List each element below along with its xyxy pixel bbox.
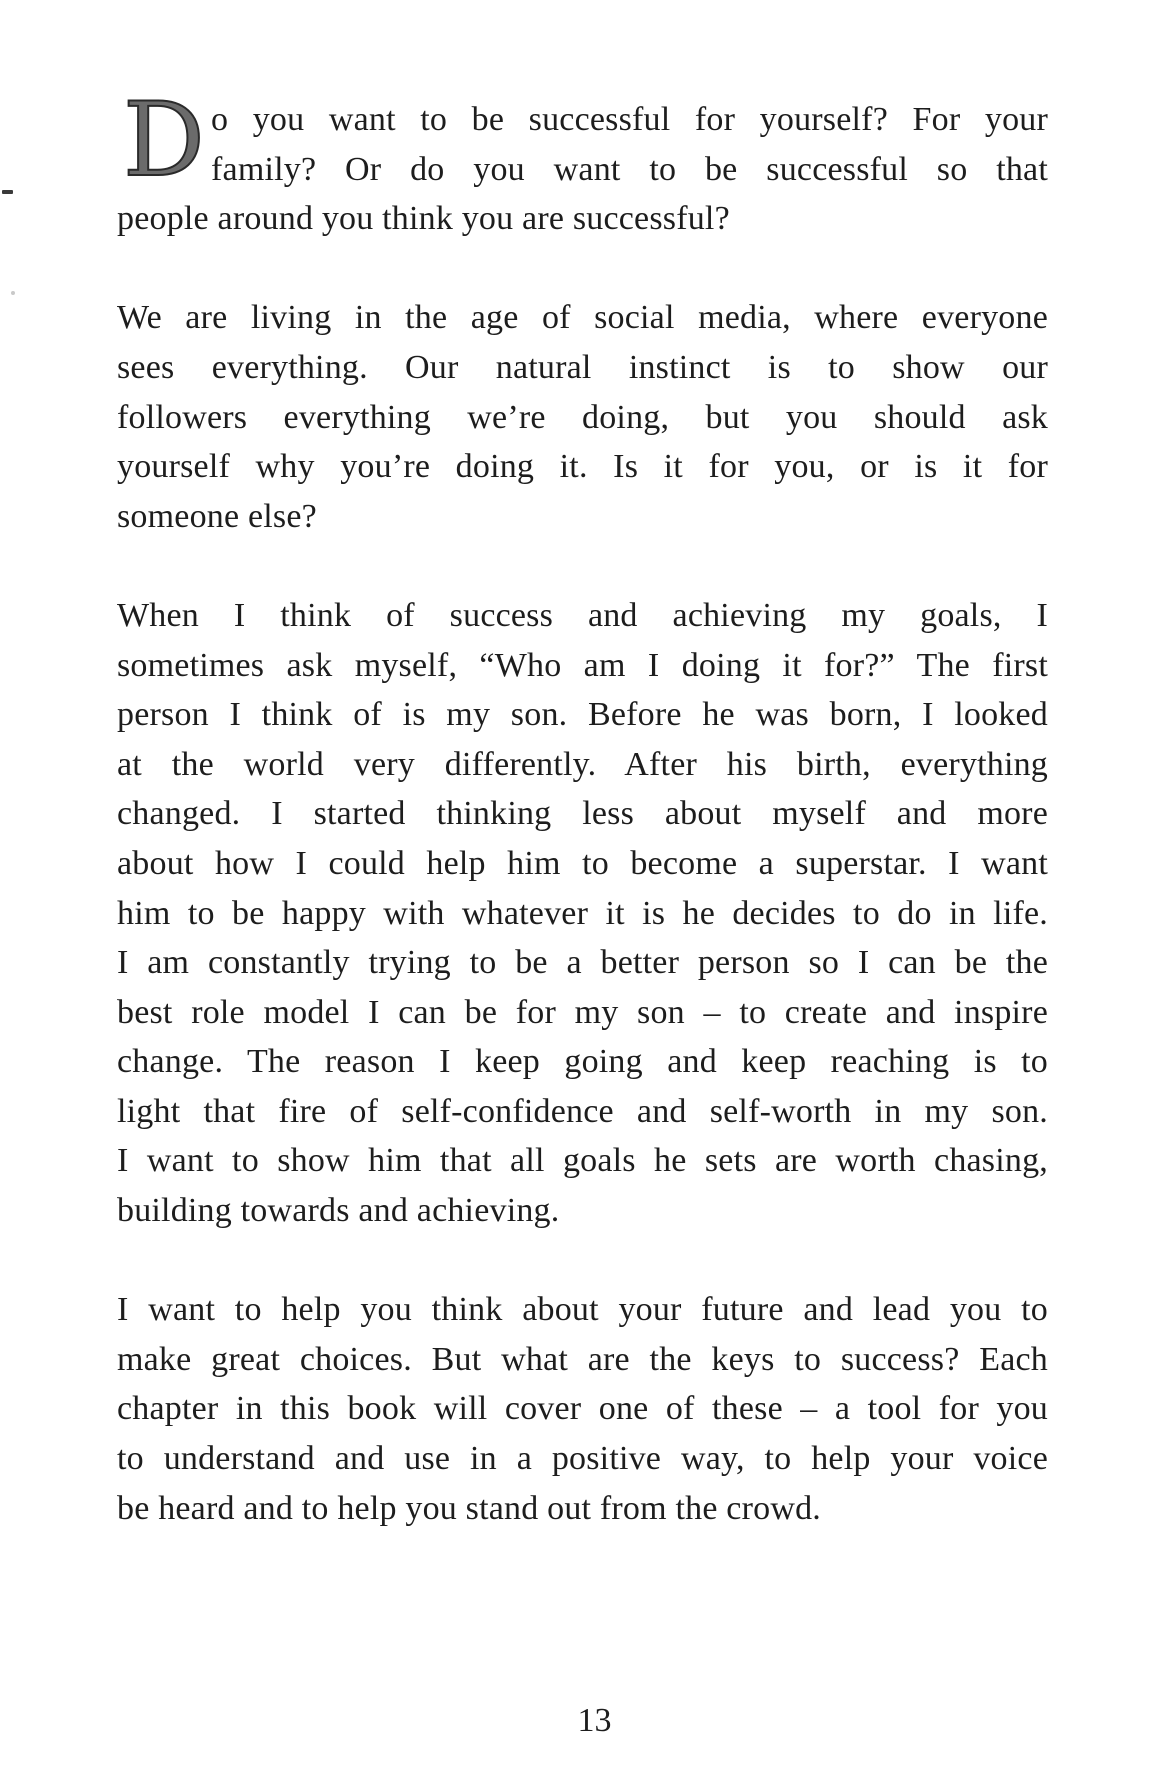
text-line: I am constantly trying to be a better person so I can be the xyxy=(117,944,1048,982)
text-line: at the world very differently. After his birth, everything xyxy=(117,745,1048,783)
text-line: best role model I can be for my son – to create and inspire xyxy=(117,993,1048,1031)
text-line: When I think of success and achieving my goals, I xyxy=(117,596,1048,634)
text-line: people around you think you are successful? xyxy=(117,200,730,238)
text-line: sees everything. Our natural instinct is to show our xyxy=(117,348,1048,386)
text-line: make great choices. But what are the keys to success? Each xyxy=(117,1340,1048,1378)
scan-artifact-dash xyxy=(2,190,13,194)
text-line: light that fire of self-confidence and self-worth in my son. xyxy=(117,1092,1048,1130)
text-line: building towards and achieving. xyxy=(117,1192,560,1230)
text-line: followers everything we’re doing, but you should ask xyxy=(117,398,1048,436)
paragraph xyxy=(117,293,1048,541)
paragraph xyxy=(117,591,1048,1236)
text-line: I want to show him that all goals he sets are worth chasing, xyxy=(117,1142,1048,1180)
text-line: be heard and to help you stand out from the crowd. xyxy=(117,1489,821,1527)
text-line: chapter in this book will cover one of these – a tool for you xyxy=(117,1390,1048,1428)
scan-artifact-dot xyxy=(11,291,15,295)
text-line: to understand and use in a positive way, to help your voice xyxy=(117,1440,1048,1478)
text-line: We are living in the age of social media, where everyone xyxy=(117,299,1048,337)
text-line: family? Or do you want to be successful so that xyxy=(211,150,1048,188)
text-line: person I think of is my son. Before he was born, I looked xyxy=(117,696,1048,734)
page-number: 13 xyxy=(577,1702,612,1739)
text-line: yourself why you’re doing it. Is it for you, or is it for xyxy=(117,448,1048,486)
text-line: him to be happy with whatever it is he decides to do in life. xyxy=(117,894,1048,932)
text-line: changed. I started thinking less about myself and more xyxy=(117,795,1048,833)
text-line: sometimes ask myself, “Who am I doing it for?” The first xyxy=(117,646,1048,684)
paragraph xyxy=(117,81,1048,244)
text-line: about how I could help him to become a superstar. I want xyxy=(117,844,1048,882)
text-line: someone else? xyxy=(117,497,317,535)
text-line: o you want to be successful for yourself? For your xyxy=(211,101,1048,138)
text-line: change. The reason I keep going and keep reaching is to xyxy=(117,1043,1048,1081)
drop-cap: D xyxy=(123,81,205,200)
text-block xyxy=(117,81,1048,1583)
text-line: I want to help you think about your future and lead you to xyxy=(117,1291,1048,1329)
paragraph xyxy=(117,1285,1048,1533)
